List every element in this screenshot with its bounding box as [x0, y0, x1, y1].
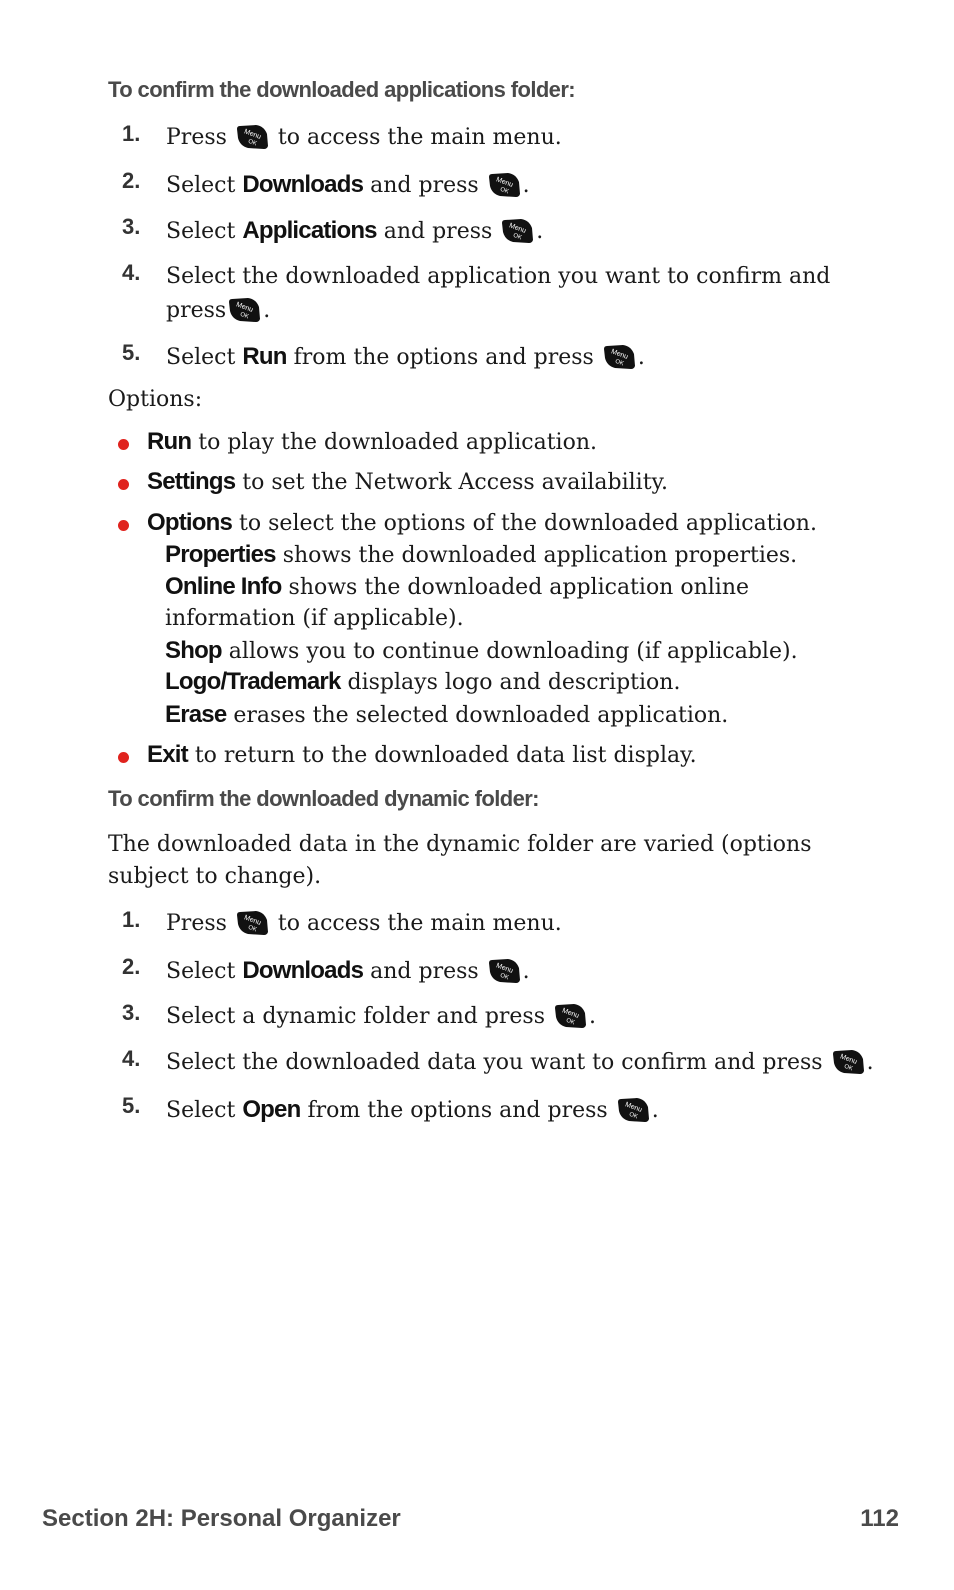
step-text: Press to access the main menu. [166, 125, 562, 150]
option-item [118, 739, 848, 773]
option-text: Settings to set the Network Access availability. [147, 468, 669, 495]
step-item [122, 1000, 862, 1036]
step-number: 3. [122, 214, 141, 239]
step-number: 5. [122, 340, 141, 365]
bullet-dot [118, 520, 129, 531]
menu-ok-key-icon [228, 297, 261, 323]
step-item [122, 1046, 874, 1082]
step-item [122, 907, 862, 943]
step-item [122, 214, 862, 250]
step-text: Press to access the main menu. [166, 911, 562, 936]
step-text: Select the downloaded data you want to confirm and press . [166, 1050, 874, 1075]
menu-ok-key-icon [603, 344, 636, 370]
step-number: 4. [122, 1046, 141, 1071]
menu-ok-key-icon [832, 1049, 865, 1075]
step-number: 3. [122, 1000, 141, 1025]
page-number: 112 [860, 1505, 899, 1532]
section-heading-dynamic: To confirm the downloaded dynamic folder: [108, 786, 539, 811]
suboption-item: Logo/Trademark displays logo and description. [165, 668, 681, 695]
menu-ok-key-icon [501, 218, 534, 244]
menu-term: Run [242, 343, 287, 370]
option-text: Run to play the downloaded application. [147, 428, 597, 455]
step-number: 4. [122, 260, 141, 285]
intro-paragraph: The downloaded data in the dynamic folder are varied (options subject to change). [108, 832, 812, 889]
bullet-dot [118, 479, 129, 490]
suboption-item: Online Info shows the downloaded application online [165, 573, 750, 600]
menu-ok-key-icon [236, 124, 269, 150]
option-item [118, 466, 848, 500]
step-text: Select Open from the options and press . [166, 1096, 659, 1123]
menu-ok-key-icon [236, 910, 269, 936]
menu-term: Downloads [242, 171, 364, 198]
step-number: 5. [122, 1093, 141, 1118]
menu-ok-key-icon [617, 1097, 650, 1123]
bullet-dot [118, 439, 129, 450]
menu-term: Downloads [242, 957, 364, 984]
option-item [118, 426, 848, 460]
step-text: Select Downloads and press . [166, 171, 530, 198]
step-text: Select Run from the options and press . [166, 343, 645, 370]
suboption-item: information (if applicable). [165, 606, 464, 631]
step-item [122, 340, 862, 376]
section-heading-applications: To confirm the downloaded applications folder: [108, 77, 576, 102]
options-label: Options: [108, 387, 203, 412]
step-item [122, 954, 862, 990]
option-text: Exit to return to the downloaded data list display. [147, 741, 697, 768]
footer-section-title: Section 2H: Personal Organizer [42, 1505, 401, 1532]
step-item [122, 168, 862, 204]
step-text: Select Applications and press . [166, 217, 544, 244]
step-number: 2. [122, 168, 141, 193]
step-text: Select a dynamic folder and press . [166, 1004, 597, 1029]
step-number: 2. [122, 954, 141, 979]
menu-term: Open [242, 1096, 301, 1123]
bullet-dot [118, 752, 129, 763]
menu-ok-key-icon [488, 958, 521, 984]
menu-ok-key-icon [488, 172, 521, 198]
step-text: Select Downloads and press . [166, 957, 530, 984]
menu-ok-key-icon [554, 1003, 587, 1029]
menu-term: Applications [242, 217, 377, 244]
step-number: 1. [122, 907, 141, 932]
step-item [122, 260, 862, 330]
step-number: 1. [122, 121, 141, 146]
step-item [122, 1093, 862, 1129]
suboption-item: Properties shows the downloaded application properties. [165, 541, 798, 568]
step-text: Select the downloaded application you want to confirm and press . [166, 264, 831, 323]
option-text: Options to select the options of the downloaded application. [147, 509, 817, 536]
option-item [118, 507, 848, 541]
suboption-item: Erase erases the selected downloaded application. [165, 701, 729, 728]
step-item [122, 121, 862, 157]
suboption-item: Shop allows you to continue downloading (if applicable). [165, 637, 798, 664]
